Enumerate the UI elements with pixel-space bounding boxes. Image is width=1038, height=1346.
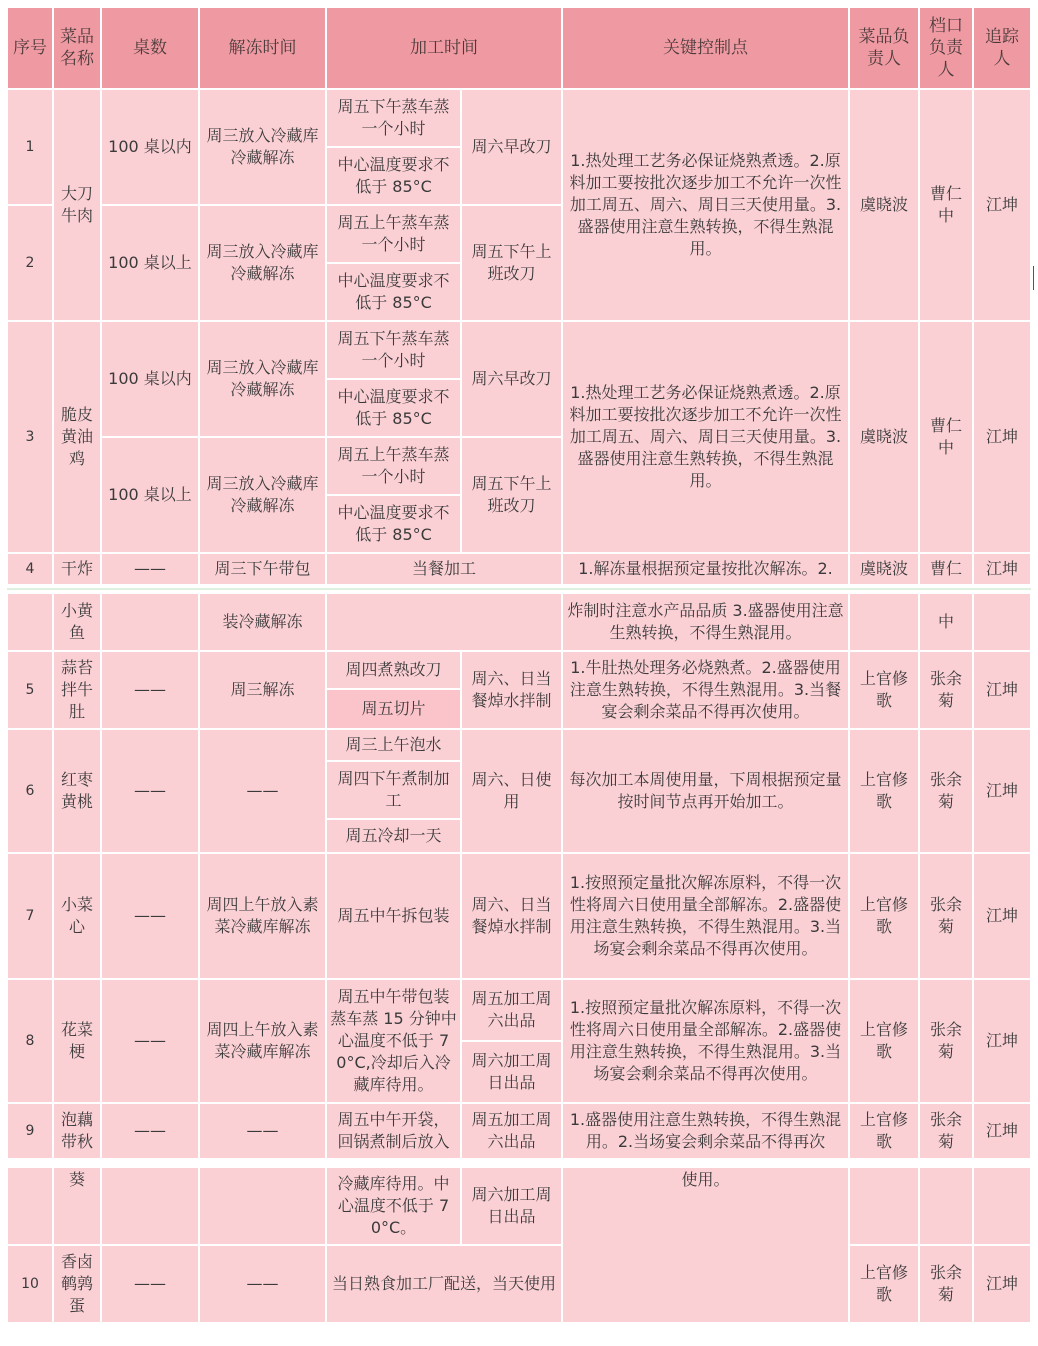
tracker: 江坤 — [973, 729, 1031, 853]
stall-owner — [919, 1167, 973, 1245]
table-row — [7, 553, 1031, 585]
header-row — [7, 7, 1031, 89]
dish-owner: 上官修歌 — [849, 651, 919, 729]
process-step: 周六、日当餐焯水拌制 — [461, 853, 562, 979]
stall-owner: 张余菊 — [919, 979, 973, 1103]
process-step: 周五下午上班改刀 — [461, 437, 562, 553]
row-number: 6 — [7, 729, 53, 853]
row-number: 2 — [7, 205, 53, 321]
header-dish: 菜品名称 — [53, 7, 101, 89]
tracker: 江坤 — [973, 1245, 1031, 1323]
thaw-time: 周三放入冷藏库冷藏解冻 — [199, 437, 326, 553]
row-number — [7, 593, 53, 651]
process-step: 中心温度要求不低于 85°C — [326, 495, 461, 553]
thaw-time: 周三解冻 — [199, 651, 326, 729]
dish-name: 花菜梗 — [53, 979, 101, 1103]
stall-owner: 张余菊 — [919, 651, 973, 729]
header-thaw: 解冻时间 — [199, 7, 326, 89]
thaw-time: 周三放入冷藏库冷藏解冻 — [199, 205, 326, 321]
header-tables: 桌数 — [101, 7, 199, 89]
process-step: 周五下午蒸车蒸一个小时 — [326, 321, 461, 379]
stall-owner: 曹仁 — [919, 553, 973, 585]
control-point: 1.热处理工艺务必保证烧熟煮透。2.原料加工要按批次逐步加工不允许一次性加工周五、周六、周日三天使用量。3.盛器使用注意生熟转换，不得生熟混用。 — [562, 89, 849, 321]
table-count: —— — [101, 553, 199, 585]
thaw-time: 周三下午带包 — [199, 553, 326, 585]
control-point: 1.按照预定量批次解冻原料，不得一次性将周六日使用量全部解冻。2.盛器使用注意生熟转换，不得生熟混用。3.当场宴会剩余菜品不得再次使用。 — [562, 979, 849, 1103]
dish-name: 泡藕带秋 — [53, 1103, 101, 1159]
header-stall-owner: 档口负责人 — [919, 7, 973, 89]
dish-owner: 上官修歌 — [849, 729, 919, 853]
process-step: 周五加工周六出品 — [461, 1103, 562, 1159]
dish-owner — [849, 1167, 919, 1245]
process-step: 冷藏库待用。中心温度不低于 70°C。 — [326, 1167, 461, 1245]
thaw-time — [199, 1167, 326, 1245]
table-count — [101, 1167, 199, 1245]
table-count: —— — [101, 1103, 199, 1159]
process-step: 周六加工周日出品 — [461, 1041, 562, 1103]
dish-owner: 虞晓波 — [849, 321, 919, 553]
table-row — [7, 853, 1031, 979]
row-number: 9 — [7, 1103, 53, 1159]
dish-owner: 上官修歌 — [849, 979, 919, 1103]
process-step — [326, 593, 562, 651]
table-row — [7, 729, 1031, 761]
process-step: 周五上午蒸车蒸一个小时 — [326, 205, 461, 263]
table-count: —— — [101, 853, 199, 979]
header-control: 关键控制点 — [562, 7, 849, 89]
row-number: 7 — [7, 853, 53, 979]
table-count: —— — [101, 1245, 199, 1323]
page-break — [7, 585, 1031, 593]
row-number: 3 — [7, 321, 53, 553]
control-point: 每次加工本周使用量，下周根据预定量按时间节点再开始加工。 — [562, 729, 849, 853]
thaw-time: 周三放入冷藏库冷藏解冻 — [199, 89, 326, 205]
process-step: 当餐加工 — [326, 553, 562, 585]
stall-owner: 中 — [919, 593, 973, 651]
table-count: —— — [101, 979, 199, 1103]
table-count: 100 桌以上 — [101, 205, 199, 321]
dish-owner — [849, 593, 919, 651]
dish-owner: 虞晓波 — [849, 553, 919, 585]
process-step: 周五下午上班改刀 — [461, 205, 562, 321]
process-step: 周五中午拆包装 — [326, 853, 461, 979]
stall-owner: 张余菊 — [919, 853, 973, 979]
tracker: 江坤 — [973, 1103, 1031, 1159]
thaw-time: —— — [199, 1245, 326, 1323]
process-step: 周六、日当餐焯水拌制 — [461, 651, 562, 729]
stall-owner: 张余菊 — [919, 1103, 973, 1159]
dish-owner: 虞晓波 — [849, 89, 919, 321]
process-step: 周三上午泡水 — [326, 729, 461, 761]
process-step: 中心温度要求不低于 85°C — [326, 379, 461, 437]
process-step: 当日熟食加工厂配送，当天使用 — [326, 1245, 562, 1323]
dish-name: 小黄鱼 — [53, 593, 101, 651]
control-point: 1.盛器使用注意生熟转换，不得生熟混用。2.当场宴会剩余菜品不得再次 — [562, 1103, 849, 1159]
table-row — [7, 651, 1031, 689]
stall-owner: 张余菊 — [919, 729, 973, 853]
control-point: 1.解冻量根据预定量按批次解冻。2. — [562, 553, 849, 585]
dish-owner: 上官修歌 — [849, 1103, 919, 1159]
dish-owner: 上官修歌 — [849, 1245, 919, 1323]
stall-owner: 曹仁中 — [919, 89, 973, 321]
process-step: 周五中午带包装蒸车蒸 15 分钟中心温度不低于 70°C,冷却后入冷藏库待用。 — [326, 979, 461, 1103]
table-row — [7, 1245, 1031, 1323]
tracker: 江坤 — [973, 979, 1031, 1103]
row-number: 10 — [7, 1245, 53, 1323]
dish-name: 小菜心 — [53, 853, 101, 979]
control-point: 1.按照预定量批次解冻原料，不得一次性将周六日使用量全部解冻。2.盛器使用注意生熟转换，不得生熟混用。3.当场宴会剩余菜品不得再次使用。 — [562, 853, 849, 979]
tracker: 江坤 — [973, 853, 1031, 979]
table-count — [101, 593, 199, 651]
table-row — [7, 979, 1031, 1041]
process-step: 周五中午开袋，回锅煮制后放入 — [326, 1103, 461, 1159]
control-point: 炸制时注意水产品品质 3.盛器使用注意生熟转换，不得生熟混用。 — [562, 593, 849, 651]
dish-name: 脆皮黄油鸡 — [53, 321, 101, 553]
control-point: 1.牛肚热处理务必烧熟煮。2.盛器使用注意生熟转换，不得生熟混用。3.当餐宴会剩余菜品不得再次使用。 — [562, 651, 849, 729]
text-cursor-mark — [1033, 266, 1034, 290]
header-tracker: 追踪人 — [973, 7, 1031, 89]
dish-name: 干炸 — [53, 553, 101, 585]
tracker: 江坤 — [973, 553, 1031, 585]
row-number: 8 — [7, 979, 53, 1103]
table-row — [7, 1167, 1031, 1245]
dish-control-table — [6, 6, 1032, 1324]
header-no: 序号 — [7, 7, 53, 89]
dish-name: 葵 — [53, 1167, 101, 1245]
process-step: 周五冷却一天 — [326, 819, 461, 853]
thaw-time: 装冷藏解冻 — [199, 593, 326, 651]
control-point: 1.热处理工艺务必保证烧熟煮透。2.原料加工要按批次逐步加工不允许一次性加工周五、周六、周日三天使用量。3.盛器使用注意生熟转换，不得生熟混用。 — [562, 321, 849, 553]
row-number: 5 — [7, 651, 53, 729]
process-step: 中心温度要求不低于 85°C — [326, 263, 461, 321]
process-step: 周五下午蒸车蒸一个小时 — [326, 89, 461, 147]
thaw-time: 周四上午放入素菜冷藏库解冻 — [199, 979, 326, 1103]
thaw-time: 周三放入冷藏库冷藏解冻 — [199, 321, 326, 437]
process-step: 周六早改刀 — [461, 89, 562, 205]
dish-name: 香卤鹌鹑蛋 — [53, 1245, 101, 1323]
tracker: 江坤 — [973, 651, 1031, 729]
control-point: 使用。 — [562, 1167, 849, 1323]
stall-owner: 曹仁中 — [919, 321, 973, 553]
process-step: 周四下午煮制加工 — [326, 761, 461, 819]
header-process: 加工时间 — [326, 7, 562, 89]
tracker: 江坤 — [973, 89, 1031, 321]
dish-name: 蒜苔拌牛肚 — [53, 651, 101, 729]
process-step: 中心温度要求不低于 85°C — [326, 147, 461, 205]
header-dish-owner: 菜品负责人 — [849, 7, 919, 89]
stall-owner: 张余菊 — [919, 1245, 973, 1323]
table-count: 100 桌以内 — [101, 89, 199, 205]
row-number: 4 — [7, 553, 53, 585]
process-step: 周五加工周六出品 — [461, 979, 562, 1041]
table-row — [7, 321, 1031, 379]
row-number: 1 — [7, 89, 53, 205]
thaw-time: —— — [199, 1103, 326, 1159]
dish-name: 大刀牛肉 — [53, 89, 101, 321]
table-count: 100 桌以上 — [101, 437, 199, 553]
table-row — [7, 89, 1031, 147]
process-step: 周五切片 — [326, 689, 461, 729]
tracker — [973, 1167, 1031, 1245]
process-step: 周六、日使用 — [461, 729, 562, 853]
dish-name: 红枣黄桃 — [53, 729, 101, 853]
table-count: 100 桌以内 — [101, 321, 199, 437]
table-count: —— — [101, 651, 199, 729]
food-processing-table-page — [6, 6, 1032, 1324]
table-row — [7, 593, 1031, 651]
process-step: 周六早改刀 — [461, 321, 562, 437]
table-count: —— — [101, 729, 199, 853]
process-step: 周四煮熟改刀 — [326, 651, 461, 689]
process-step: 周六加工周日出品 — [461, 1167, 562, 1245]
dish-owner: 上官修歌 — [849, 853, 919, 979]
process-step: 周五上午蒸车蒸一个小时 — [326, 437, 461, 495]
thaw-time: —— — [199, 729, 326, 853]
tracker: 江坤 — [973, 321, 1031, 553]
thaw-time: 周四上午放入素菜冷藏库解冻 — [199, 853, 326, 979]
table-row — [7, 1103, 1031, 1159]
row-number — [7, 1167, 53, 1245]
tracker — [973, 593, 1031, 651]
page-break — [7, 1159, 1031, 1167]
